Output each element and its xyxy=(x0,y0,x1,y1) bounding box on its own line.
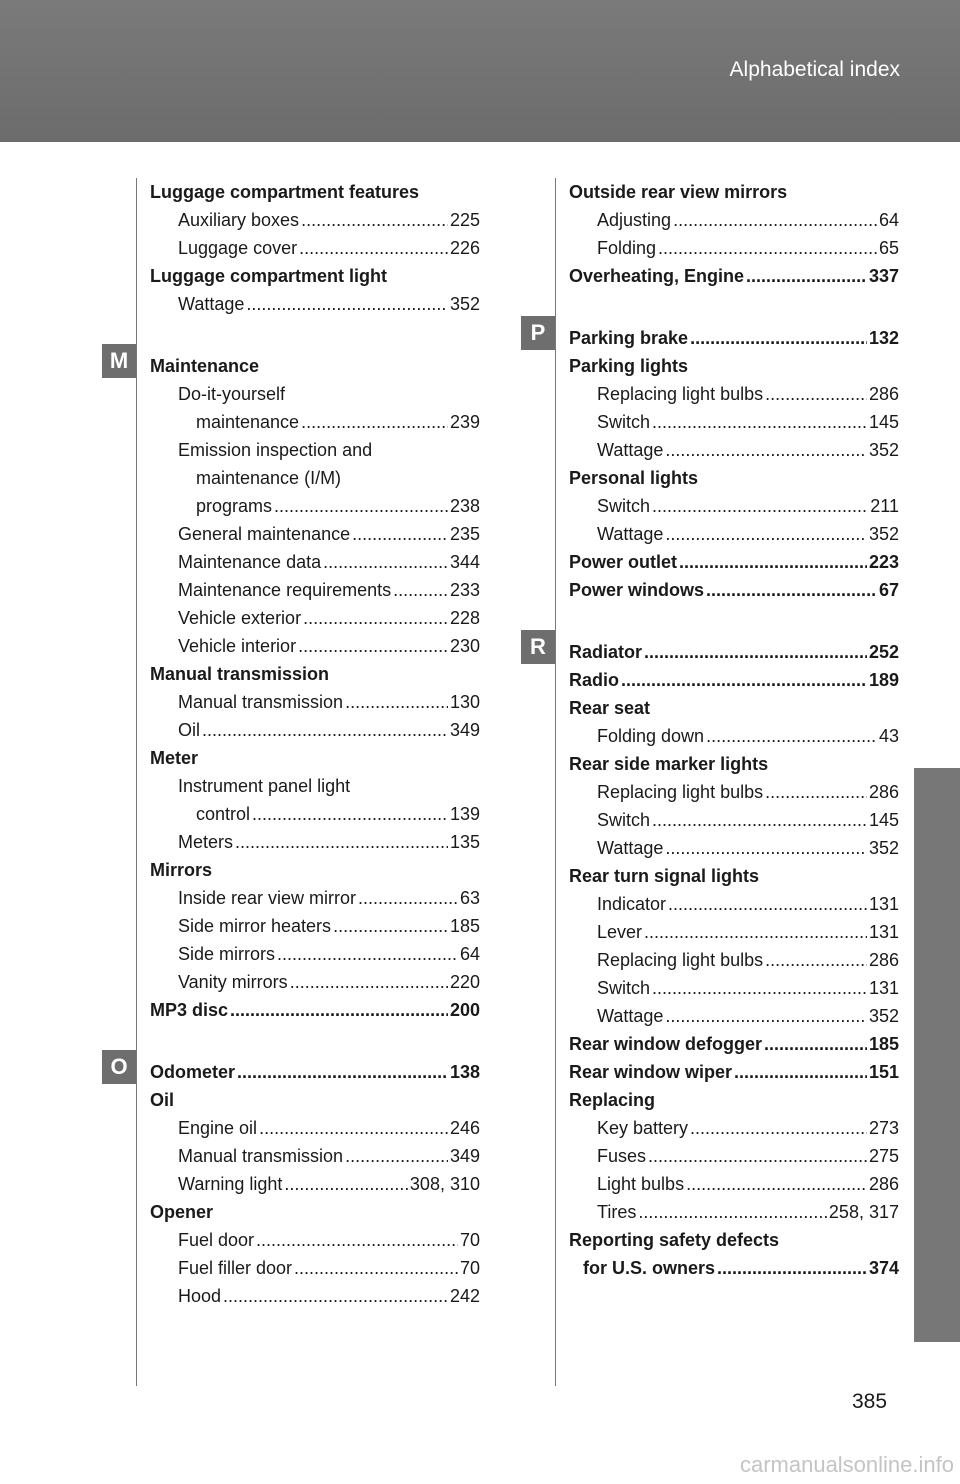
index-entry: Meter xyxy=(150,748,199,768)
index-subentry: Replacing light bulbs ..... 286 xyxy=(569,380,899,408)
index-entry: Radiator ..... 252 xyxy=(569,638,899,666)
index-subentry: Indicator ..... 131 xyxy=(569,890,899,918)
index-subentry: Fuel filler door ..... 70 xyxy=(150,1254,480,1282)
index-entry: Mirrors xyxy=(150,860,213,880)
index-subentry: Warning light ..... 308, 310 xyxy=(150,1170,480,1198)
index-subentry: Tires ..... 258, 317 xyxy=(569,1198,899,1226)
index-subentry: General maintenance ..... 235 xyxy=(150,520,480,548)
index-entry: MP3 disc ..... 200 xyxy=(150,996,480,1024)
index-subentry: Light bulbs ..... 286 xyxy=(569,1170,899,1198)
index-subentry: Lever ..... 131 xyxy=(569,918,899,946)
index-entry: Maintenance xyxy=(150,356,260,376)
section-title: Alphabetical index xyxy=(729,58,900,81)
chapter-thumb-tab xyxy=(914,768,960,1342)
index-subentry: Key battery ..... 273 xyxy=(569,1114,899,1142)
index-subentry: Emission inspection and xyxy=(178,440,373,460)
index-subentry: Hood ..... 242 xyxy=(150,1282,480,1310)
index-subentry: Switch ..... 145 xyxy=(569,806,899,834)
index-subentry: Replacing light bulbs ..... 286 xyxy=(569,778,899,806)
index-entry: Rear window wiper ..... 151 xyxy=(569,1058,899,1086)
index-subentry: Wattage ..... 352 xyxy=(569,1002,899,1030)
index-subentry: Switch ..... 211 xyxy=(569,492,899,520)
index-subentry: Wattage ..... 352 xyxy=(569,834,899,862)
index-subentry: Folding ..... 65 xyxy=(569,234,899,262)
letter-tab-m: M xyxy=(102,344,136,378)
index-entry: Parking lights xyxy=(569,356,689,376)
index-subentry: Wattage ..... 352 xyxy=(569,520,899,548)
letter-tab-o: O xyxy=(102,1050,136,1084)
watermark: carmanualsonline.info xyxy=(739,1452,954,1477)
index-entry: Rear window defogger ..... 185 xyxy=(569,1030,899,1058)
index-subentry: programs ..... 238 xyxy=(150,492,480,520)
index-entry: Oil xyxy=(150,1090,175,1110)
index-subentry: Replacing light bulbs ..... 286 xyxy=(569,946,899,974)
index-subentry: Wattage ..... 352 xyxy=(150,290,480,318)
index-subentry: control ..... 139 xyxy=(150,800,480,828)
index-entry: Power windows ..... 67 xyxy=(569,576,899,604)
index-entry: Rear seat xyxy=(569,698,651,718)
column-divider-left xyxy=(136,178,137,1386)
page-number: 385 xyxy=(852,1390,888,1413)
index-subentry: Wattage ..... 352 xyxy=(569,436,899,464)
index-subentry: maintenance ..... 239 xyxy=(150,408,480,436)
index-column-left xyxy=(150,178,480,1310)
index-entry: Luggage compartment features xyxy=(150,182,420,202)
index-subentry: Instrument panel light xyxy=(178,776,351,796)
index-entry: Rear turn signal lights xyxy=(569,866,760,886)
index-entry: Rear side marker lights xyxy=(569,754,769,774)
index-entry: Reporting safety defects xyxy=(569,1230,780,1250)
letter-tab-p: P xyxy=(521,316,555,350)
index-subentry: Folding down ..... 43 xyxy=(569,722,899,750)
index-entry: Manual transmission xyxy=(150,664,330,684)
index-entry: Radio ..... 189 xyxy=(569,666,899,694)
index-entry: Odometer ..... 138 xyxy=(150,1058,480,1086)
index-subentry: Auxiliary boxes ..... 225 xyxy=(150,206,480,234)
index-subentry: Side mirror heaters ..... 185 xyxy=(150,912,480,940)
index-subentry: Oil ..... 349 xyxy=(150,716,480,744)
page-header xyxy=(0,0,960,142)
letter-tab-r: R xyxy=(521,630,555,664)
index-subentry: Adjusting ..... 64 xyxy=(569,206,899,234)
index-column-right xyxy=(569,178,899,1282)
index-entry: for U.S. owners ..... 374 xyxy=(569,1254,899,1282)
index-subentry: Side mirrors ..... 64 xyxy=(150,940,480,968)
index-subentry: maintenance (I/M) xyxy=(196,468,342,488)
index-subentry: Maintenance requirements ..... 233 xyxy=(150,576,480,604)
index-subentry: Maintenance data ..... 344 xyxy=(150,548,480,576)
index-subentry: Fuel door ..... 70 xyxy=(150,1226,480,1254)
index-entry: Overheating, Engine ..... 337 xyxy=(569,262,899,290)
index-entry: Personal lights xyxy=(569,468,699,488)
index-entry: Power outlet ..... 223 xyxy=(569,548,899,576)
index-subentry: Vehicle exterior ..... 228 xyxy=(150,604,480,632)
index-subentry: Vehicle interior ..... 230 xyxy=(150,632,480,660)
index-entry: Parking brake ..... 132 xyxy=(569,324,899,352)
index-subentry: Manual transmission ..... 130 xyxy=(150,688,480,716)
column-divider-middle xyxy=(555,178,556,1386)
index-entry: Opener xyxy=(150,1202,214,1222)
index-subentry: Switch ..... 131 xyxy=(569,974,899,1002)
index-entry: Outside rear view mirrors xyxy=(569,182,788,202)
index-subentry: Do-it-yourself xyxy=(178,384,286,404)
index-subentry: Inside rear view mirror ..... 63 xyxy=(150,884,480,912)
index-subentry: Switch ..... 145 xyxy=(569,408,899,436)
index-subentry: Vanity mirrors ..... 220 xyxy=(150,968,480,996)
index-entry: Luggage compartment light xyxy=(150,266,388,286)
index-subentry: Fuses ..... 275 xyxy=(569,1142,899,1170)
index-subentry: Engine oil ..... 246 xyxy=(150,1114,480,1142)
index-subentry: Luggage cover ..... 226 xyxy=(150,234,480,262)
index-subentry: Manual transmission ..... 349 xyxy=(150,1142,480,1170)
index-subentry: Meters ..... 135 xyxy=(150,828,480,856)
index-entry: Replacing xyxy=(569,1090,656,1110)
